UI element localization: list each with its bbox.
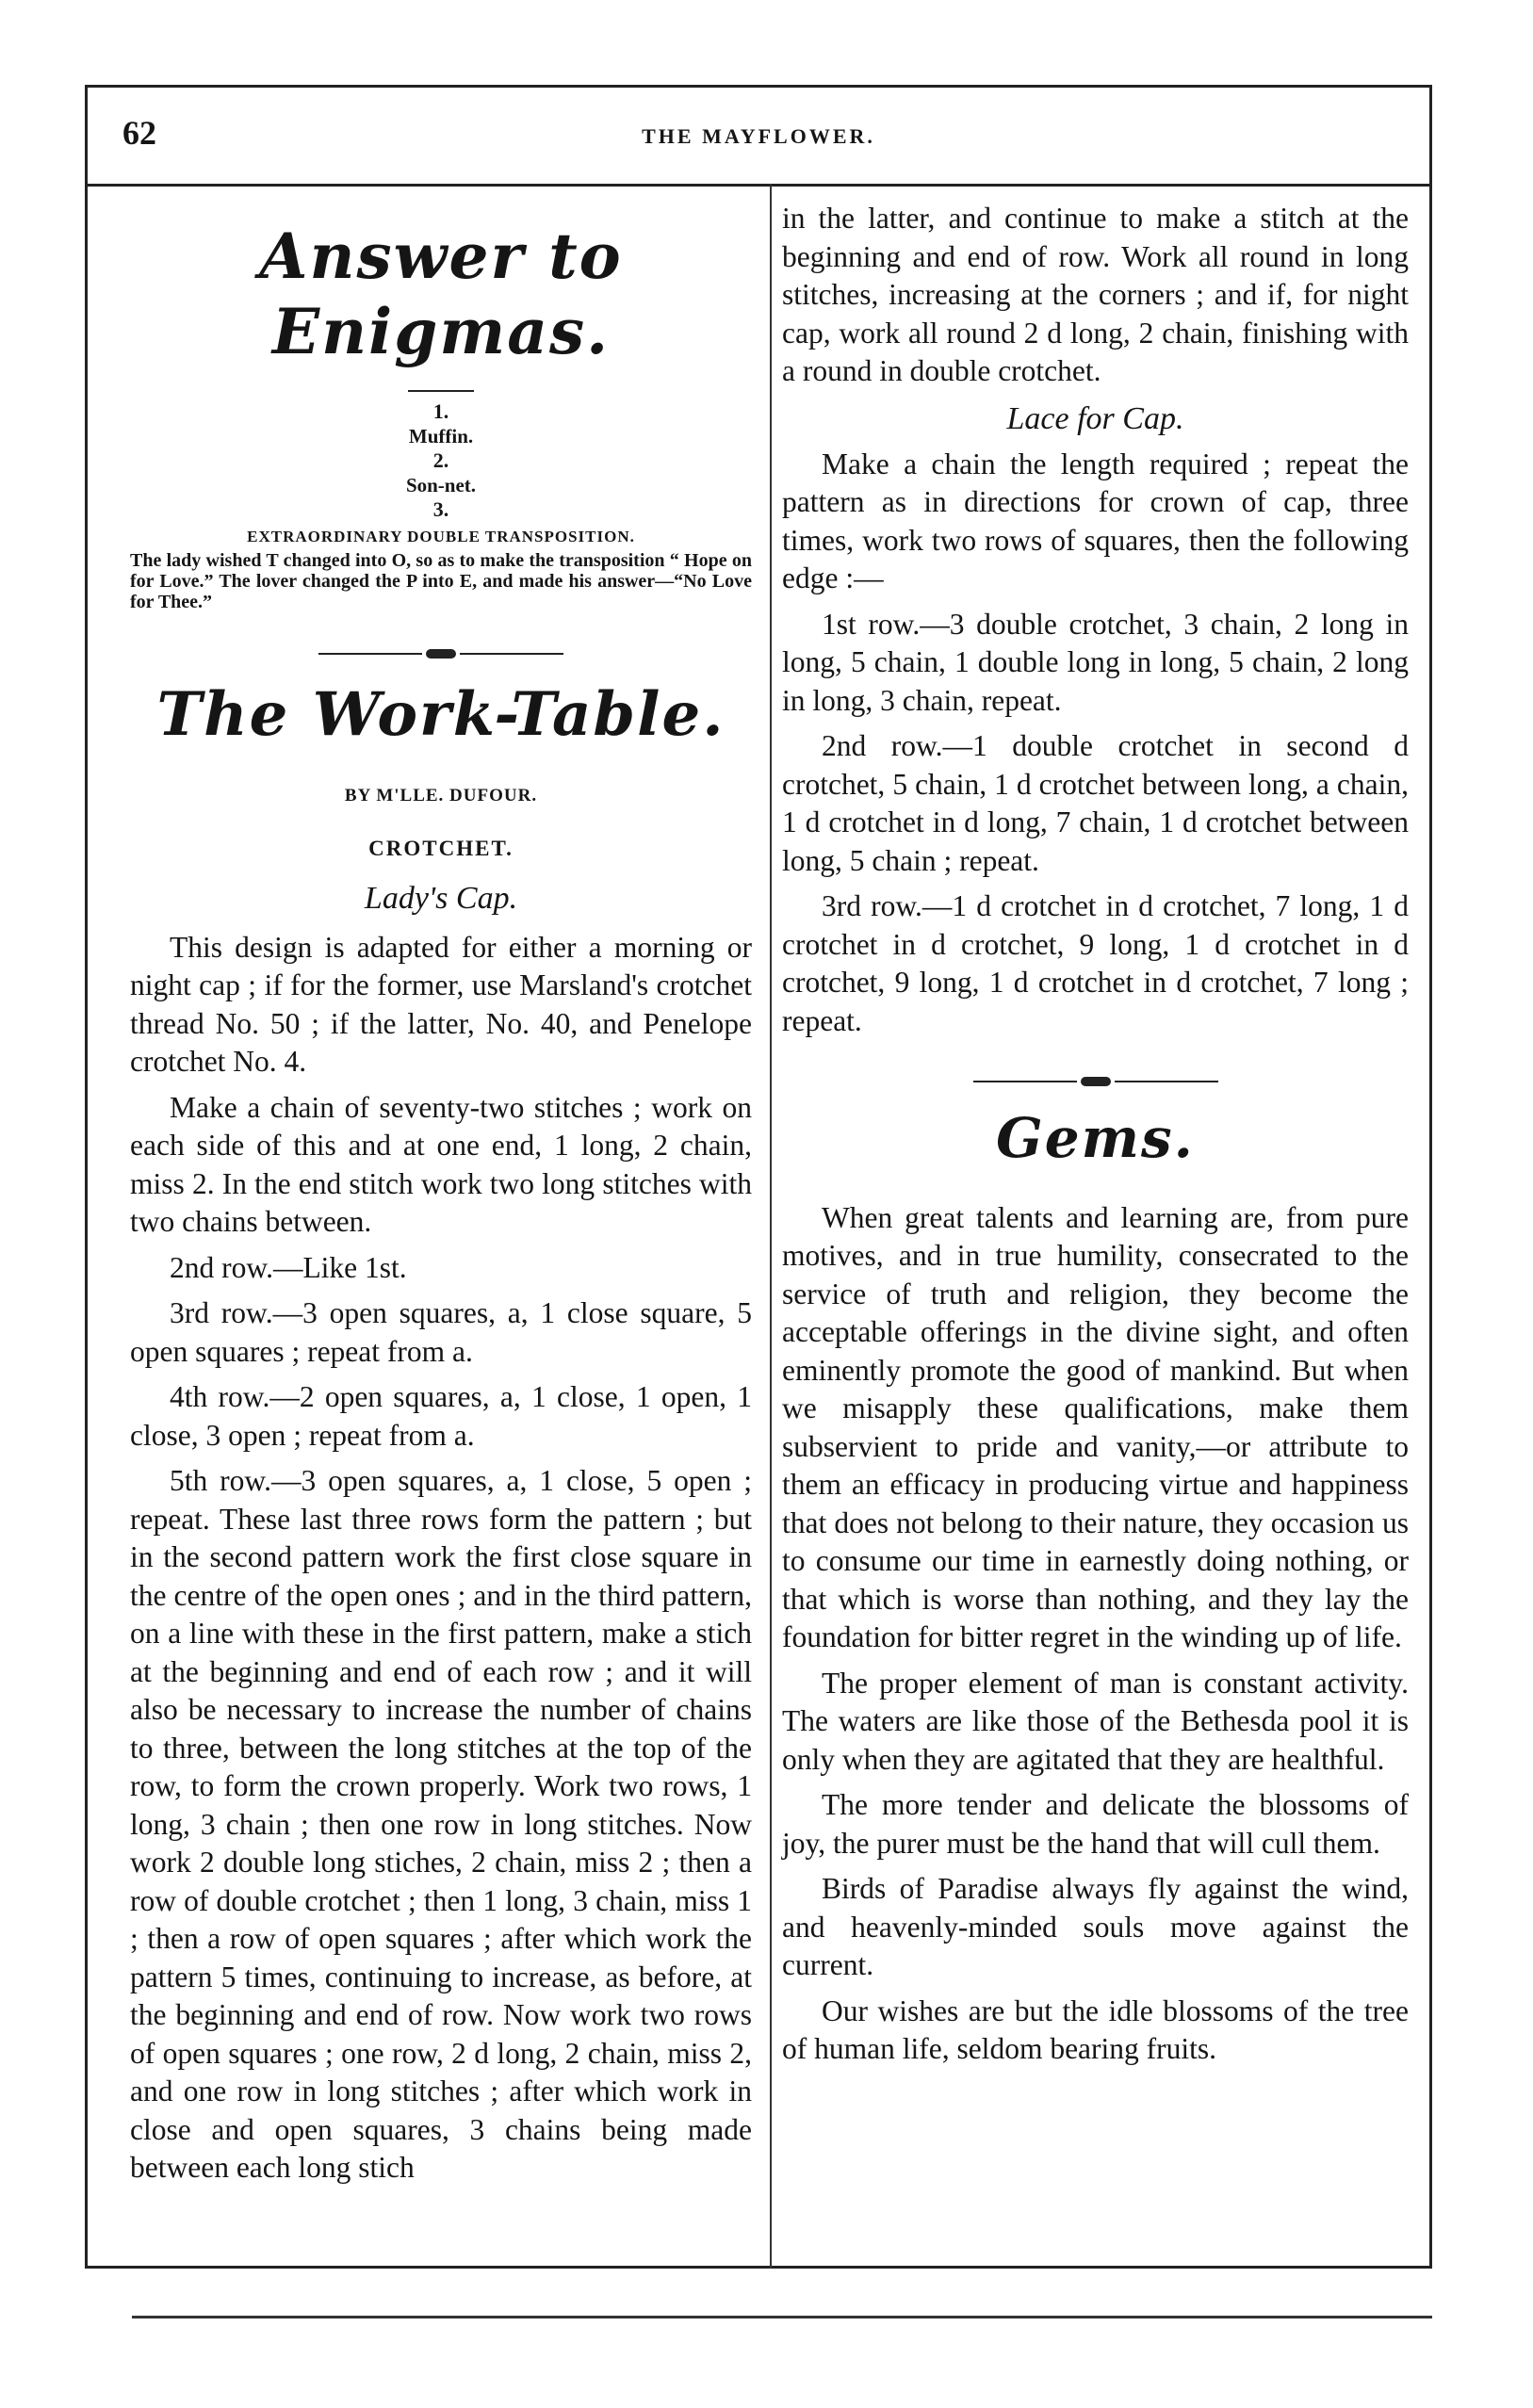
answer-2: Son-net. [405, 474, 477, 496]
paragraph: 2nd row.—1 double crotchet in second d crotchet, 5 chain, 1 d crotchet between long, a chain, 1 d crotchet in d long, 7 chain, 1 d crotchet between long, 5 chain ; repeat. [782, 729, 1409, 877]
column-divider [770, 184, 772, 2269]
answer-3-text: The lady wished T changed into O, so as to make the transposition “ Hope on for Love.” The lover changed the P into E, and made his answer—“No Love for Thee.” [130, 550, 752, 612]
answer-number-2: 2. [432, 448, 449, 472]
byline: BY M'LLE. DUFOUR. [344, 785, 538, 805]
paragraph: The more tender and delicate the blossoms of joy, the purer must be the hand that will cull them. [782, 1788, 1409, 1860]
lace-subtitle: Lace for Cap. [1006, 400, 1184, 436]
bottom-rule [132, 2316, 1432, 2319]
ornament-divider [130, 633, 752, 672]
work-table-title: The Work-Table. [156, 678, 726, 750]
short-rule [408, 390, 474, 392]
section-heading: CROTCHET. [368, 837, 514, 860]
paragraph: Birds of Paradise always fly against the wind, and heavenly-minded souls move against the current. [782, 1872, 1409, 1981]
page-number: 62 [122, 114, 156, 152]
paragraph: in the latter, and continue to make a stitch at the beginning and end of row. Work all round in long stitches, increasing at the corners ; and if, for night cap, work all round 2 d long, 2 chain, finishing with a round in double crotchet. [782, 202, 1409, 387]
paragraph: This design is adapted for either a morning or night cap ; if for the former, use Marsland's crotchet thread No. 50 ; if the latter, No. 40, and Penelope crotchet No. 4. [130, 930, 752, 1078]
paragraph: The proper element of man is constant activity. The waters are like those of the Bethesda pool it is only when they are agitated that they are healthful. [782, 1666, 1409, 1776]
left-column [130, 200, 752, 2195]
gems-title: Gems. [996, 1105, 1195, 1170]
header-rule [85, 184, 1432, 187]
running-head: THE MAYFLOWER. [642, 124, 875, 148]
answer-number-3: 3. [432, 497, 449, 521]
paragraph: Our wishes are but the idle blossoms of the tree of human life, seldom bearing fruits. [782, 1993, 1409, 2065]
answer-title: Answer to Enigmas. [259, 220, 623, 368]
paragraph: 3rd row.—3 open squares, a, 1 close square, 5 open squares ; repeat from a. [130, 1296, 752, 1368]
answer-1: Muffin. [408, 425, 474, 447]
answer-number-1: 1. [432, 399, 449, 423]
paragraph: Make a chain the length required ; repeat the pattern as in directions for crown of cap, three times, work two rows of squares, then the following edge :— [782, 447, 1409, 594]
paragraph: Make a chain of seventy-two stitches ; work on each side of this and at one end, 1 long, 2 chain, miss 2. In the end stitch work two long stitches with two chains between. [130, 1090, 752, 1238]
right-column [782, 200, 1409, 2076]
answer-3-heading: EXTRAORDINARY DOUBLE TRANSPOSITION. [247, 528, 635, 545]
paragraph: 5th row.—3 open squares, a, 1 close, 5 open ; repeat. These last three rows form the pattern ; but in the second pattern work the first close square in the centre of the open ones ; and in the third pattern, on a line with these in the first pattern, make a stich at the beginning and end of each row ; and it will also be necessary to increase the number of chains to three, between the long stitches at the top of the row, to form the crown properly. Work two rows, 1 long, 3 chain ; then one row in long stitches. Now work 2 double long stiches, 2 chain, miss 2 ; then a row of double crotchet ; then 1 long, 3 chain, miss 1 ; then a row of open squares ; after which work the pattern 5 times, continuing to increase, as before, at the beginning and end of row. Now work two rows of open squares ; one row, 2 d long, 2 chain, miss 2, and one row in long stitches ; after which work in close and open squares, 3 chains being made between each long stich [130, 1464, 752, 2184]
article-subtitle: Lady's Cap. [364, 880, 518, 916]
paragraph: 3rd row.—1 d crotchet in d crotchet, 7 long, 1 d crotchet in d crotchet, 9 long, 1 d crotchet in d crotchet, 9 long, 1 d crotchet in d crotchet, 7 long ; repeat. [782, 889, 1409, 1037]
paragraph: 2nd row.—Like 1st. [170, 1250, 407, 1284]
paragraph: 1st row.—3 double crotchet, 3 chain, 2 long in long, 5 chain, 1 double long in long, 5 chain, 2 long in long, 3 chain, repeat. [782, 607, 1409, 717]
paragraph: When great talents and learning are, from pure motives, and in true humility, consecrated to the service of truth and religion, they become the acceptable offerings in the divine sight, and often eminently promote the good of mankind. But when we misapply these qualifications, make them subservient to pride and vanity,—or attribute to them an efficacy in producing virtue and happiness that does not belong to their nature, they occasion us to consume our time in earnestly doing nothing, or that which is worse than nothing, and they lay the foundation for bitter regret in the winding up of life. [782, 1200, 1409, 1653]
paragraph: 4th row.—2 open squares, a, 1 close, 1 open, 1 close, 3 open ; repeat from a. [130, 1380, 752, 1452]
ornament-divider [782, 1061, 1409, 1099]
